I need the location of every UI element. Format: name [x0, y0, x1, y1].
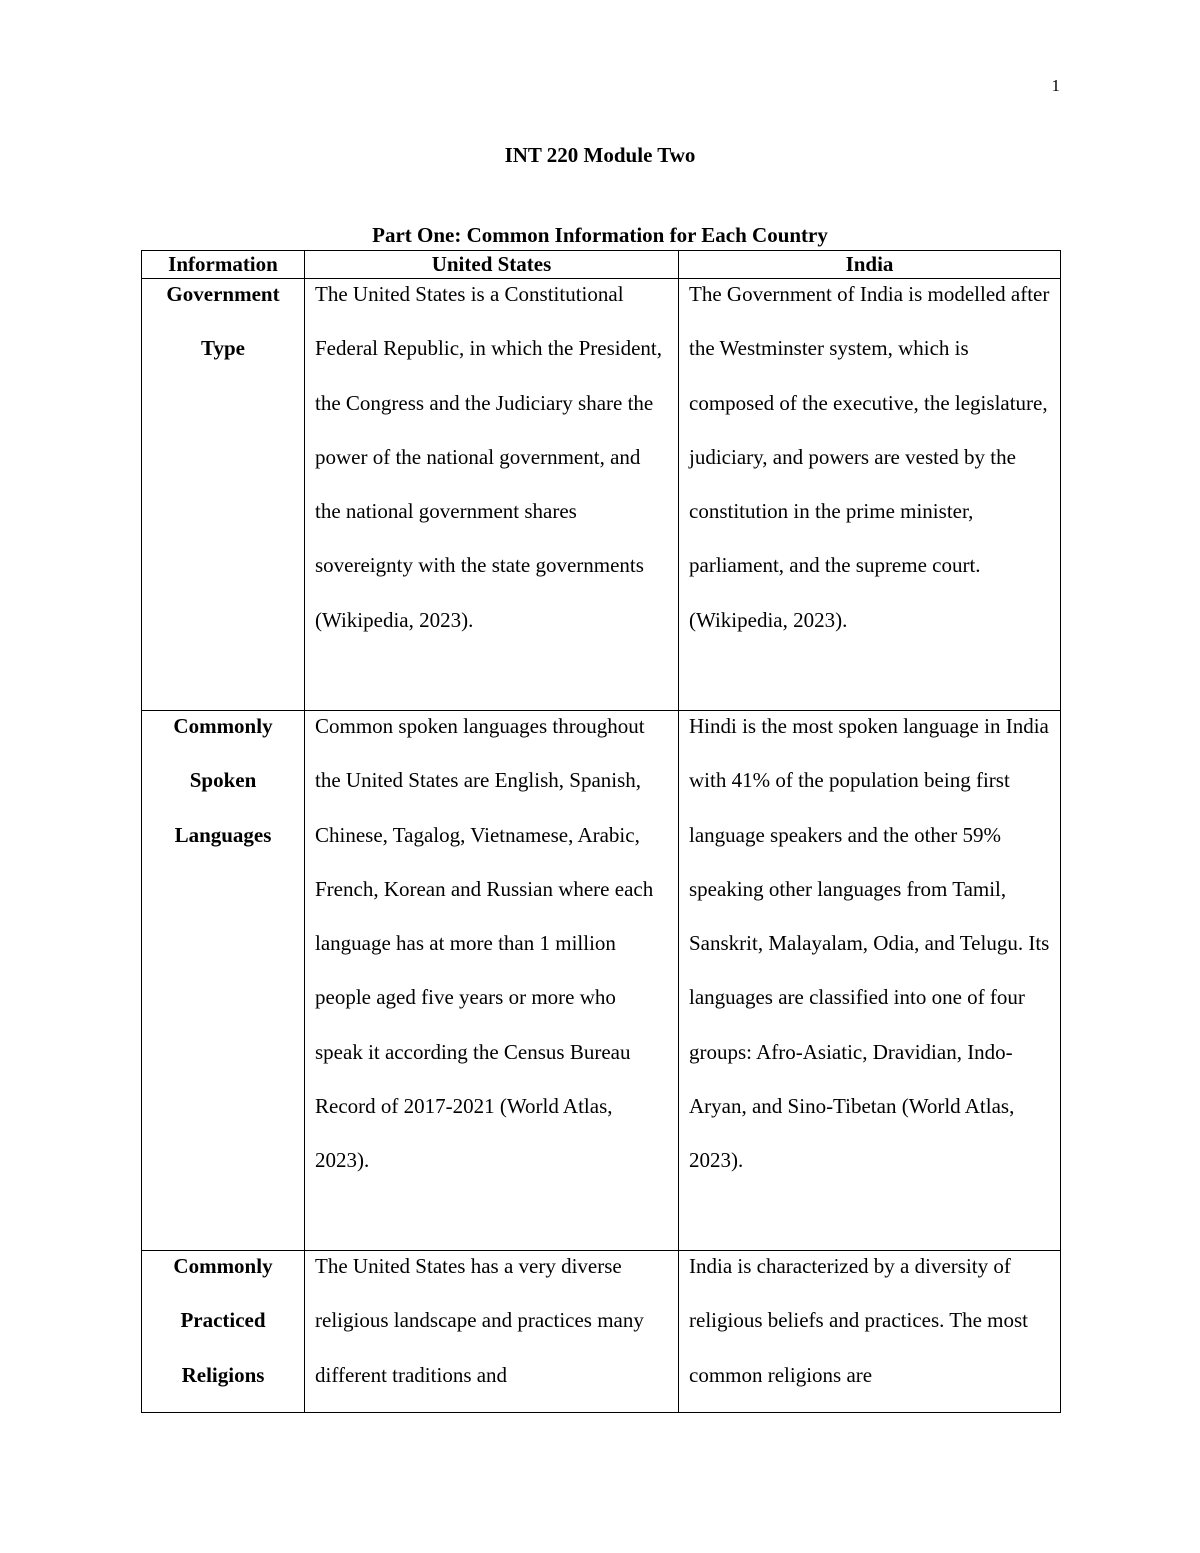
- row-label-government-type: [142, 279, 305, 711]
- table-row-spoken-languages: [142, 711, 1061, 1251]
- row-label-practiced-religions: [142, 1251, 305, 1413]
- cell-us-government-type: [305, 279, 679, 711]
- row-label-line: Government: [166, 282, 280, 306]
- cell-india-practiced-religions: [679, 1251, 1061, 1413]
- row-label-line: Type: [201, 336, 245, 361]
- header-india: India: [679, 251, 1061, 279]
- row-label-line: Practiced: [180, 1308, 266, 1333]
- row-label-line: Commonly: [173, 1254, 273, 1278]
- cell-text: The United States is a Constitutional Federal Republic, in which the President, the Congress and the Judiciary share the power of the national government, and the national government shares sovereignty with the state governments (Wikipedia, 2023).: [315, 282, 663, 632]
- cell-india-spoken-languages: [679, 711, 1061, 1251]
- cell-text: Common spoken languages throughout the United States are English, Spanish, Chinese, Tagalog, Vietnamese, Arabic, French, Korean and Russian where each language has at more than 1 million people aged five years or more who speak it according the Census Bureau Record of 2017-2021 (World Atlas, 2023).: [315, 714, 654, 1173]
- cell-us-practiced-religions: [305, 1251, 679, 1413]
- row-label-line: Commonly: [173, 714, 273, 738]
- cell-india-government-type: [679, 279, 1061, 711]
- cell-text: The United States has a very diverse religious landscape and practices many different traditions and: [315, 1254, 644, 1387]
- cell-text: The Government of India is modelled after the Westminster system, which is composed of the executive, the legislature, judiciary, and powers are vested by the constitution in the prime minister, parliament, and the supreme court. (Wikipedia, 2023).: [689, 282, 1050, 632]
- table-row-practiced-religions: [142, 1251, 1061, 1413]
- header-united-states: United States: [305, 251, 679, 279]
- country-comparison-table: [141, 250, 1061, 1413]
- row-label-line: Religions: [181, 1362, 265, 1387]
- cell-us-spoken-languages: [305, 711, 679, 1251]
- row-label-line: Spoken: [189, 768, 257, 793]
- header-information: Information: [142, 251, 305, 279]
- document-title: INT 220 Module Two: [504, 143, 696, 167]
- row-label-line: Languages: [174, 822, 272, 847]
- table-row-government-type: [142, 279, 1061, 711]
- cell-text: Hindi is the most spoken language in India with 41% of the population being first language speakers and the other 59% speaking other languages from Tamil, Sanskrit, Malayalam, Odia, and Telugu. Its languages are classified into one of four groups: Afro-Asiatic, Dravidian, Indo-Aryan, and Sino-Tibetan (World Atlas, 2023).: [689, 714, 1050, 1173]
- row-label-spoken-languages: [142, 711, 305, 1251]
- table-caption: Part One: Common Information for Each Country: [372, 223, 828, 247]
- cell-text: India is characterized by a diversity of religious beliefs and practices. The most common religions are: [689, 1254, 1029, 1387]
- page-number: 1: [1051, 76, 1060, 95]
